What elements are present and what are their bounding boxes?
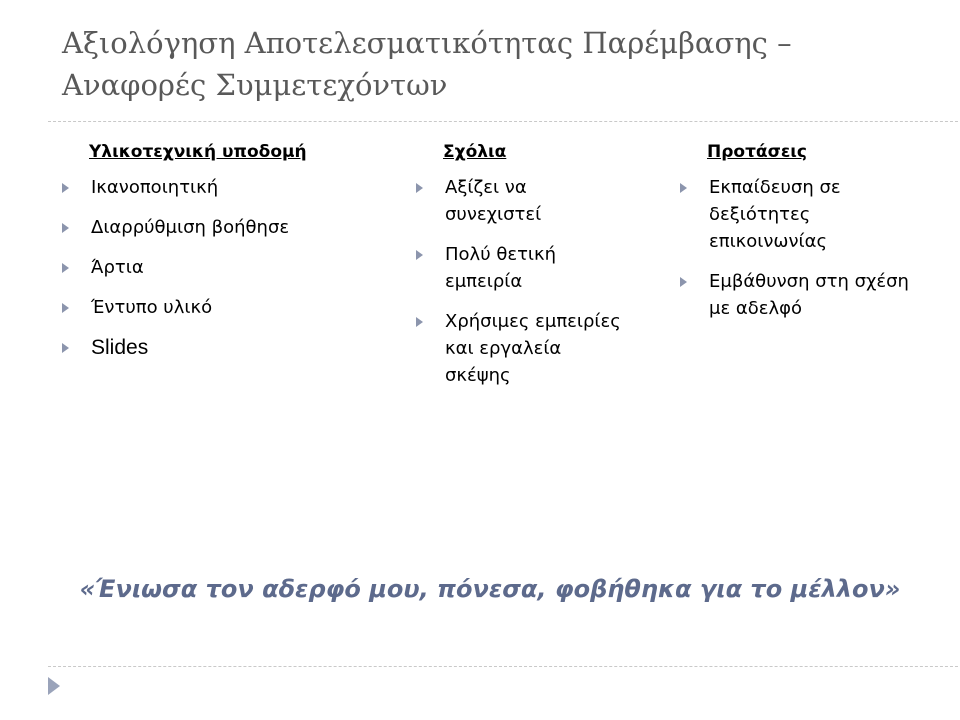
list-item: Διαρρύθμιση βοήθησε [58,214,378,241]
triangle-bullet-icon [62,303,69,313]
bullet-list [676,174,921,322]
list-item: Εμβάθυνση στη σχέση με αδελφό [676,268,921,322]
triangle-bullet-icon [62,223,69,233]
triangle-bullet-icon [416,250,423,260]
slide-title-line-1: Αξιολόγηση Αποτελεσματικότητας Παρέμβασης – [62,26,792,60]
triangle-bullet-icon [416,317,423,327]
column-heading: Σχόλια [443,142,507,162]
triangle-bullet-icon [62,343,69,353]
triangle-bullet-icon [680,277,687,287]
triangle-bullet-icon [62,183,69,193]
list-item: Εκπαίδευση σε δεξιότητες επικοινωνίας [676,174,921,255]
column-heading: Προτάσεις [707,142,808,162]
triangle-bullet-icon [62,263,69,273]
bullet-list [412,174,627,389]
slide-title-line-2: Αναφορές Συμμετεχόντων [62,68,448,102]
column-proposals [676,140,921,335]
column-comments [412,140,627,402]
triangle-bullet-icon [680,183,687,193]
column-infrastructure [58,140,378,374]
list-item: Αξίζει να συνεχιστεί [412,174,627,228]
bullet-list [58,174,378,361]
list-item: Άρτια [58,254,378,281]
triangle-bullet-icon [416,183,423,193]
list-item: Χρήσιμες εμπειρίες και εργαλεία σκέψης [412,308,627,389]
list-item: Slides [58,334,378,361]
top-divider [48,121,960,122]
triangle-nav-icon [48,677,60,695]
column-heading: Υλικοτεχνική υποδομή [89,142,307,162]
list-item: Έντυπο υλικό [58,294,378,321]
list-item: Πολύ θετική εμπειρία [412,241,627,295]
bottom-divider [48,666,960,667]
list-item: Ικανοποιητική [58,174,378,201]
participant-quote: «Ένιωσα τον αδερφό μου, πόνεσα, φοβήθηκα για το μέλλον» [79,575,901,603]
slide-title [62,22,922,106]
